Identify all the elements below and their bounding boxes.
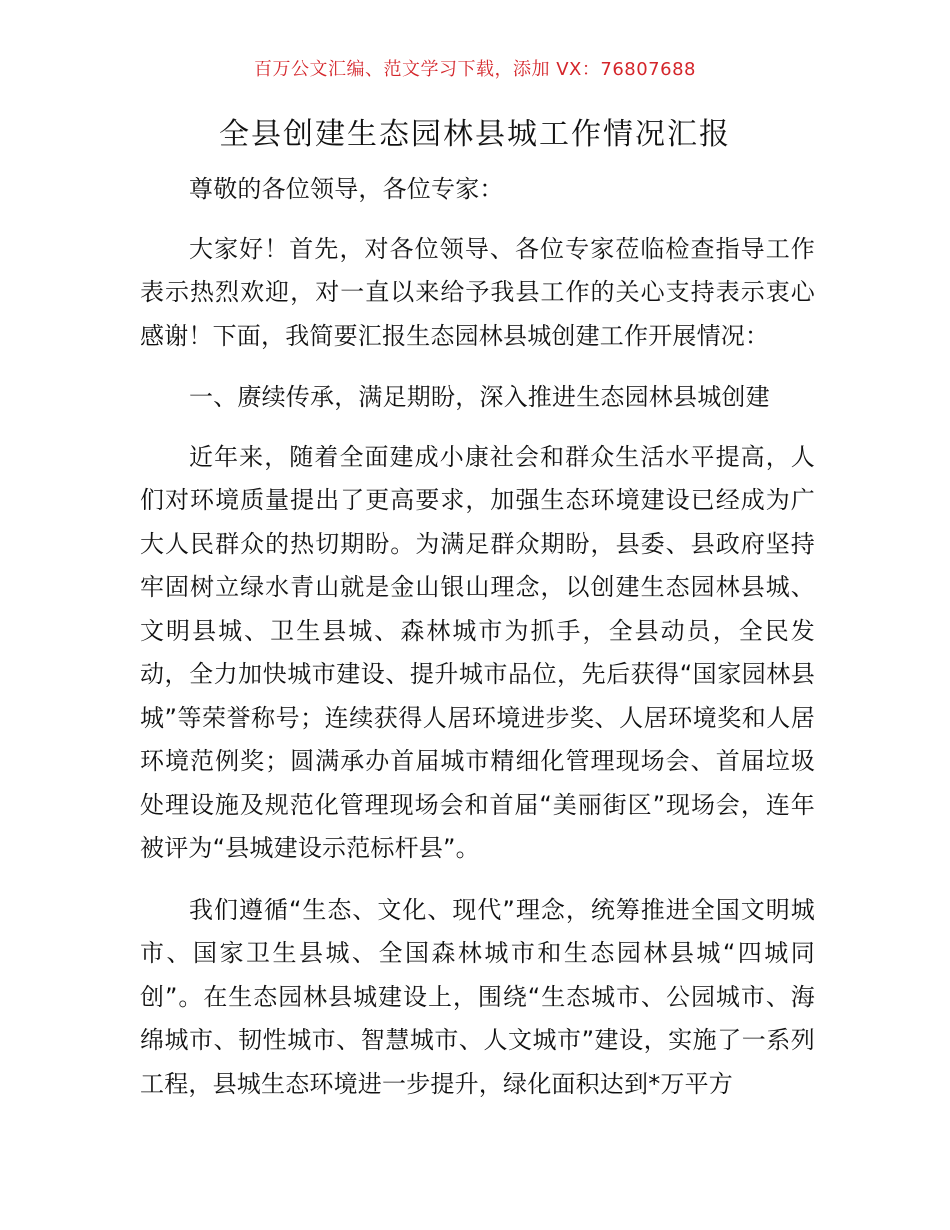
salutation: 尊敬的各位领导，各位专家： — [189, 175, 504, 203]
body-paragraph-1: 近年来，随着全面建成小康社会和群众生活水平提高，人们对环境质量提出了更高要求，加强生态环境建设已经成为广大人民群众的热切期盼。为满足群众期盼，县委、县政府坚持牢固树立绿水青山就是金山银山理念，以创建生态园林县城、文明县城、卫生县城、森林城市为抓手，全县动员，全民发动，全力加快城市建设、提升城市品位，先后获得“国家园林县城”等荣誉称号；连续获得人居环境进步奖、人居环境奖和人居环境范例奖；圆满承办首届城市精细化管理现场会、首届垃圾处理设施及规范化管理现场会和首届“美丽街区”现场会，连年被评为“县城建设示范标杆县”。 — [140, 442, 815, 862]
section-heading: 一、赓续传承，满足期盼，深入推进生态园林县城创建 — [189, 383, 770, 411]
intro-paragraph: 大家好！首先，对各位领导、各位专家莅临检查指导工作表示热烈欢迎，对一直以来给予我县工作的关心支持表示衷心感谢！下面，我简要汇报生态园林县城创建工作开展情况： — [140, 234, 815, 350]
body-paragraph-2: 我们遵循“生态、文化、现代”理念，统筹推进全国文明城市、国家卫生县城、全国森林城市和生态园林县城“四城同创”。在生态园林县城建设上，围绕“生态城市、公园城市、海绵城市、韧性城市、智慧城市、人文城市”建设，实施了一系列工程，县城生态环境进一步提升，绿化面积达到*万平方 — [140, 895, 815, 1098]
header-ad-text: 百万公文汇编、范文学习下载，添加 VX：76807688 — [254, 59, 696, 80]
document-body — [140, 168, 815, 1106]
document-title: 全县创建生态园林县城工作情况汇报 — [219, 117, 731, 152]
